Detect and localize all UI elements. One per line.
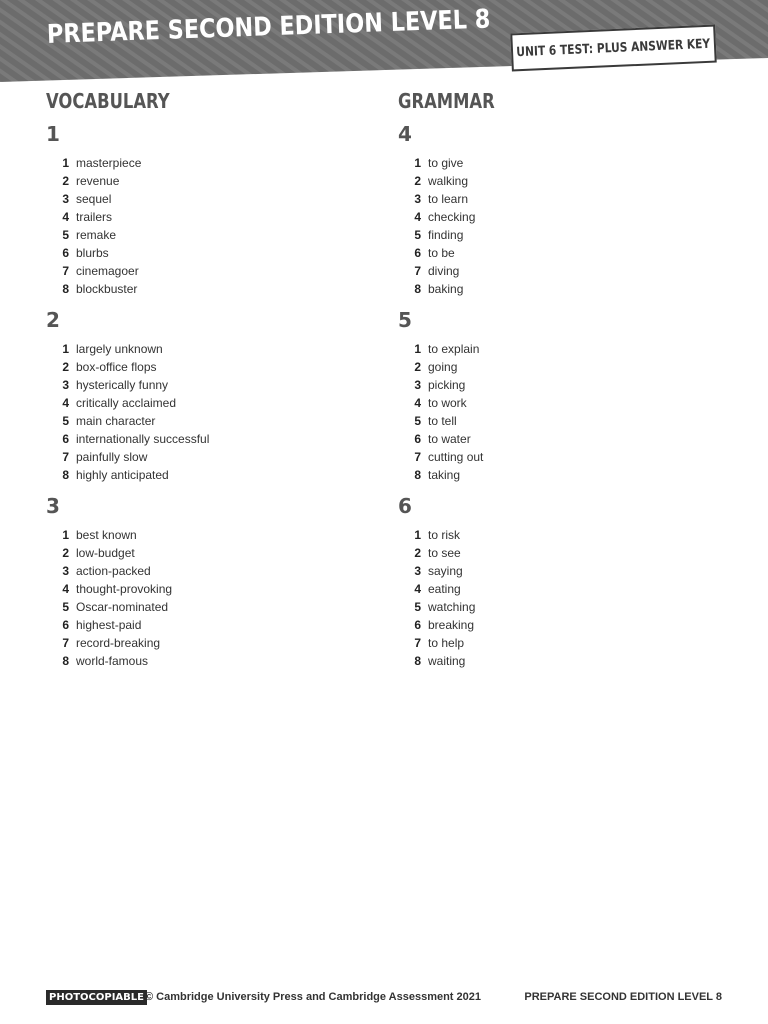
answer-text: blockbuster [76,282,138,296]
item-number: 2 [414,546,421,560]
answer-item [46,244,141,262]
answer-text: low-budget [76,546,135,560]
answer-text: to help [428,636,465,650]
answer-text: waiting [428,654,466,668]
item-number: 7 [62,636,69,650]
item-number: 7 [62,450,69,464]
answer-item [46,616,172,634]
answer-item [46,394,209,412]
item-number: 4 [414,582,421,596]
answer-text: to tell [428,414,457,428]
answer-text: to learn [428,192,469,206]
item-number: 3 [62,378,69,392]
answer-item [46,226,141,244]
exercise-number: 6 [398,494,412,518]
answer-item [46,154,141,172]
answer-item [398,598,475,616]
answer-item [398,262,475,280]
copyright-text: © Cambridge University Press and Cambridge Assessment 2021 [145,991,481,1003]
item-number: 6 [414,246,421,260]
answer-item [398,394,483,412]
item-number: 2 [414,174,421,188]
answer-item [46,598,172,616]
answer-list [46,154,141,298]
answer-item [398,412,483,430]
answer-item [46,412,209,430]
photocopiable-badge: PHOTOCOPIABLE [46,990,147,1005]
item-number: 4 [414,396,421,410]
answer-item [46,376,209,394]
answer-text: revenue [76,174,120,188]
item-number: 1 [414,342,421,356]
grammar-column [398,88,728,680]
answer-text: cutting out [428,450,484,464]
item-number: 8 [62,282,69,296]
answer-item [398,172,475,190]
answer-item [398,448,483,466]
item-number: 6 [62,246,69,260]
item-number: 7 [414,450,421,464]
answer-list [398,526,475,670]
answer-item [398,280,475,298]
answer-text: critically acclaimed [76,396,177,410]
answer-text: checking [428,210,476,224]
answer-text: to be [428,246,455,260]
answer-item [398,154,475,172]
section-heading: GRAMMAR [398,89,495,113]
item-number: 2 [62,360,69,374]
answer-text: breaking [428,618,475,632]
footer-title: PREPARE SECOND EDITION LEVEL 8 [524,991,722,1003]
item-number: 4 [414,210,421,224]
item-number: 3 [62,564,69,578]
answer-item [398,376,483,394]
item-number: 5 [62,414,69,428]
answer-item [398,244,475,262]
answer-item [46,340,209,358]
exercise-block [398,122,728,308]
item-number: 4 [62,210,69,224]
answer-text: action-packed [76,564,151,578]
answer-text: record-breaking [76,636,161,650]
answer-item [46,208,141,226]
item-number: 6 [414,432,421,446]
answer-text: world-famous [76,654,149,668]
answer-item [398,544,475,562]
item-number: 8 [62,654,69,668]
answer-text: going [428,360,458,374]
answer-text: main character [76,414,156,428]
unit-label: UNIT 6 TEST: PLUS ANSWER KEY [516,36,711,60]
answer-text: cinemagoer [76,264,139,278]
answer-text: largely unknown [76,342,163,356]
answer-item [398,358,483,376]
item-number: 2 [62,546,69,560]
answer-item [398,466,483,484]
exercise-block [398,494,728,680]
item-number: 2 [414,360,421,374]
answer-text: to see [428,546,461,560]
exercise-block [46,494,376,680]
page-title: PREPARE SECOND EDITION LEVEL 8 [46,4,491,50]
answer-item [46,526,172,544]
answer-text: saying [428,564,463,578]
answer-text: highly anticipated [76,468,169,482]
answer-item [398,580,475,598]
answer-text: eating [428,582,461,596]
item-number: 8 [414,468,421,482]
item-number: 1 [414,156,421,170]
answer-text: blurbs [76,246,109,260]
answer-text: highest-paid [76,618,142,632]
answer-item [398,226,475,244]
item-number: 5 [62,600,69,614]
item-number: 7 [414,636,421,650]
answer-text: box-office flops [76,360,157,374]
answer-text: baking [428,282,464,296]
answer-item [46,430,209,448]
answer-item [46,652,172,670]
answer-item [46,280,141,298]
answer-text: watching [428,600,476,614]
answer-item [46,190,141,208]
answer-text: picking [428,378,466,392]
exercise-block [46,308,376,494]
answer-item [46,262,141,280]
answer-text: to give [428,156,464,170]
answer-text: to explain [428,342,480,356]
answer-item [46,634,172,652]
item-number: 4 [62,582,69,596]
answer-text: sequel [76,192,112,206]
answer-text: painfully slow [76,450,148,464]
item-number: 6 [62,432,69,446]
item-number: 5 [414,414,421,428]
item-number: 5 [414,228,421,242]
vocabulary-column [46,88,376,680]
answer-item [46,562,172,580]
item-number: 7 [414,264,421,278]
answer-text: remake [76,228,117,242]
answer-list [398,340,483,484]
answer-text: to work [428,396,467,410]
answer-item [398,562,475,580]
answer-item [398,430,483,448]
answer-item [398,208,475,226]
item-number: 5 [62,228,69,242]
answer-text: thought-provoking [76,582,173,596]
item-number: 1 [62,156,69,170]
answer-item [398,190,475,208]
answer-text: internationally successful [76,432,210,446]
item-number: 3 [62,192,69,206]
answer-item [46,358,209,376]
item-number: 3 [414,378,421,392]
answer-item [46,544,172,562]
answer-list [46,340,209,484]
answer-item [398,340,483,358]
answer-text: walking [428,174,469,188]
answer-item [398,616,475,634]
item-number: 3 [414,192,421,206]
item-number: 1 [62,528,69,542]
item-number: 8 [414,654,421,668]
item-number: 3 [414,564,421,578]
item-number: 2 [62,174,69,188]
item-number: 1 [414,528,421,542]
answer-item [46,172,141,190]
answer-item [398,526,475,544]
answer-item [46,580,172,598]
answer-text: to risk [428,528,461,542]
answer-text: taking [428,468,461,482]
section-heading: VOCABULARY [46,89,170,113]
item-number: 6 [62,618,69,632]
item-number: 8 [414,282,421,296]
exercise-number: 1 [46,122,60,146]
item-number: 8 [62,468,69,482]
answer-text: hysterically funny [76,378,169,392]
exercise-number: 3 [46,494,60,518]
exercise-block [46,122,376,308]
answer-text: masterpiece [76,156,142,170]
answer-text: to water [428,432,471,446]
answer-text: best known [76,528,137,542]
header-banner [0,0,768,90]
answer-item [46,448,209,466]
exercise-number: 2 [46,308,60,332]
exercise-number: 4 [398,122,412,146]
item-number: 6 [414,618,421,632]
exercise-number: 5 [398,308,412,332]
item-number: 7 [62,264,69,278]
item-number: 5 [414,600,421,614]
footer [0,990,768,1006]
answer-text: finding [428,228,464,242]
answer-text: trailers [76,210,113,224]
answer-text: diving [428,264,460,278]
answer-item [46,466,209,484]
answer-item [398,634,475,652]
item-number: 1 [62,342,69,356]
item-number: 4 [62,396,69,410]
answer-text: Oscar-nominated [76,600,169,614]
answer-list [46,526,172,670]
exercise-block [398,308,728,494]
answer-item [398,652,475,670]
answer-list [398,154,475,298]
